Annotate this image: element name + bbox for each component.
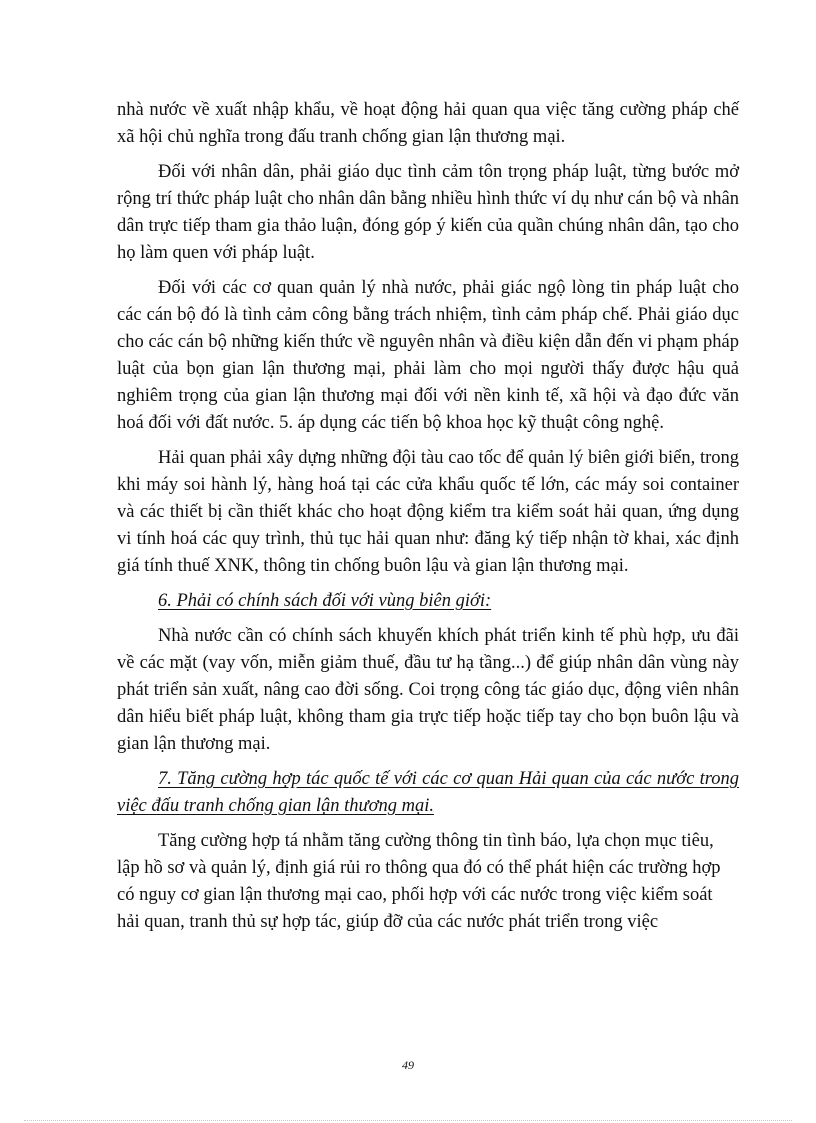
paragraph-public-education: Đối với nhân dân, phải giáo dục tình cảm tôn trọng pháp luật, từng bước mở rộng trí thức pháp luật cho nhân dân bằng nhiều hình thức ví dụ như cán bộ và nhân dân trực tiếp tham gia thảo luận, đóng góp ý kiến của quần chúng nhân dân, tạo cho họ làm quen với pháp luật. — [117, 162, 739, 263]
page-body — [117, 97, 739, 944]
section-heading-border-policy: 6. Phải có chính sách đối với vùng biên giới: — [158, 591, 492, 611]
paragraph-international-cooperation: Tăng cường hợp tá nhằm tăng cường thông tin tình báo, lựa chọn mục tiêu, lập hồ sơ và quản lý, định giá rủi ro thông qua đó có thể phát hiện các trường hợp có nguy cơ gian lận thương mại cao, phối hợp với các nước trong việc kiểm soát hải quan, tranh thủ sự hợp tác, giúp đỡ của các nước phát triển trong việc — [117, 831, 721, 932]
paragraph-customs-technology: Hải quan phải xây dựng những đội tàu cao tốc để quản lý biên giới biển, trong khi máy soi hành lý, hàng hoá tại các cửa khẩu quốc tế lớn, các máy soi container và các thiết bị cần thiết khác cho hoạt động kiểm tra kiểm soát hải quan, ứng dụng vi tính hoá các quy trình, thủ tục hải quan như: đăng ký tiếp nhận tờ khai, xác định giá tính thuế XNK, thông tin chống buôn lậu và gian lận thương mại. — [117, 448, 739, 576]
section-heading-international-cooperation: 7. Tăng cường hợp tác quốc tế với các cơ quan Hải quan của các nước trong việc đấu tranh chống gian lận thương mại. — [117, 769, 739, 816]
paragraph-state-agencies: Đối với các cơ quan quản lý nhà nước, phải giác ngộ lòng tin pháp luật cho các cán bộ đó là tình cảm công bằng trách nhiệm, tình cảm pháp chế. Phải giáo dục cho các cán bộ những kiến thức về nguyên nhân và điều kiện dẫn đến vi phạm pháp luật của bọn gian lận thương mại, phải làm cho mọi người thấy được hậu quả nghiêm trọng của gian lận thương mại đối với nền kinh tế, xã hội và đạo đức văn hoá đối với đất nước. 5. áp dụng các tiến bộ khoa học kỹ thuật công nghệ. — [117, 278, 739, 433]
page-number: 49 — [402, 1058, 414, 1072]
paragraph-continuation: nhà nước về xuất nhập khẩu, về hoạt động hải quan qua việc tăng cường pháp chế xã hội chủ nghĩa trong đấu tranh chống gian lận thương mại. — [117, 100, 739, 147]
page-bottom-divider — [24, 1120, 792, 1121]
paragraph-border-policy: Nhà nước cần có chính sách khuyến khích phát triển kinh tế phù hợp, ưu đãi về các mặt (vay vốn, miễn giảm thuế, đầu tư hạ tầng...) để giúp nhân dân vùng này phát triển sản xuất, nâng cao đời sống. Coi trọng công tác giáo dục, động viên nhân dân hiểu biết pháp luật, không tham gia trực tiếp hoặc tiếp tay cho bọn buôn lậu và gian lận thương mại. — [117, 626, 739, 754]
